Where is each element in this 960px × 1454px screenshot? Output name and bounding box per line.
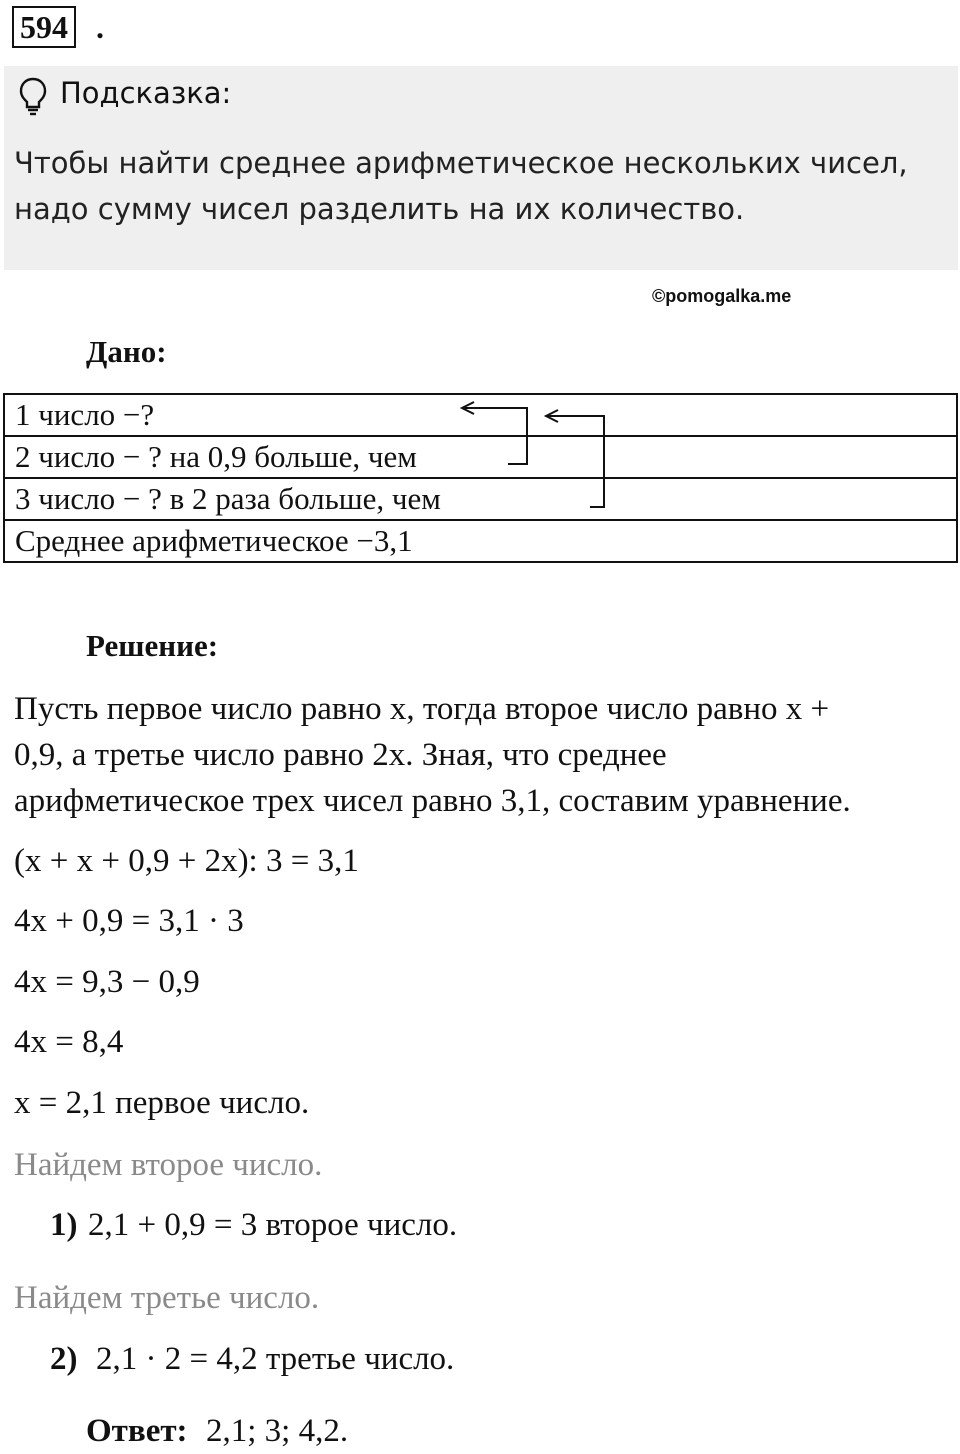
equation-5: x = 2,1 первое число. xyxy=(14,1085,310,1121)
intro-line: 0,9, а третье число равно 2x. Зная, что среднее xyxy=(14,737,667,773)
lightbulb-icon xyxy=(18,76,48,116)
problem-number: 594 xyxy=(12,6,76,48)
equation-2: 4x + 0,9 = 3,1 · 3 xyxy=(14,903,244,939)
intro-line: Пусть первое число равно x, тогда второе число равно x + xyxy=(14,691,830,727)
answer-text: 2,1; 3; 4,2. xyxy=(206,1413,349,1449)
given-row-4: Среднее арифметическое −3,1 xyxy=(4,520,957,562)
given-heading: Дано: xyxy=(86,334,167,369)
step1-label: 1) xyxy=(50,1207,78,1243)
given-row-3: 3 число − ? в 2 раза больше, чем xyxy=(4,478,957,520)
table-row xyxy=(4,520,957,562)
equation-1: (x + x + 0,9 + 2x): 3 = 3,1 xyxy=(14,843,359,879)
given-row-1: 1 число −? xyxy=(4,394,957,436)
hint-line: Чтобы найти среднее арифметическое нескольких чисел, xyxy=(14,146,908,180)
problem-number-dot: . xyxy=(96,9,104,45)
step2-caption: Найдем третье число. xyxy=(14,1280,320,1316)
solution-intro xyxy=(14,686,851,824)
step2-label: 2) xyxy=(50,1341,78,1377)
step1-caption: Найдем второе число. xyxy=(14,1147,323,1183)
intro-line: арифметическое трех чисел равно 3,1, составим уравнение. xyxy=(14,783,851,819)
step1-text: 2,1 + 0,9 = 3 второе число. xyxy=(88,1207,458,1243)
copyright-label: ©pomogalka.me xyxy=(652,286,792,306)
table-row xyxy=(4,394,957,436)
hint-title: Подсказка: xyxy=(60,76,232,110)
table-row xyxy=(4,436,957,478)
hint-line: надо сумму чисел разделить на их количество. xyxy=(14,192,745,226)
equation-4: 4x = 8,4 xyxy=(14,1024,124,1060)
given-table xyxy=(3,393,958,563)
solution-heading: Решение: xyxy=(86,628,219,663)
answer-label: Ответ: xyxy=(86,1413,188,1449)
equation-3: 4x = 9,3 − 0,9 xyxy=(14,964,200,1000)
given-row-2: 2 число − ? на 0,9 больше, чем xyxy=(4,436,957,478)
table-row xyxy=(4,478,957,520)
step2-text: 2,1 · 2 = 4,2 третье число. xyxy=(96,1341,455,1377)
hint-text xyxy=(14,140,908,232)
